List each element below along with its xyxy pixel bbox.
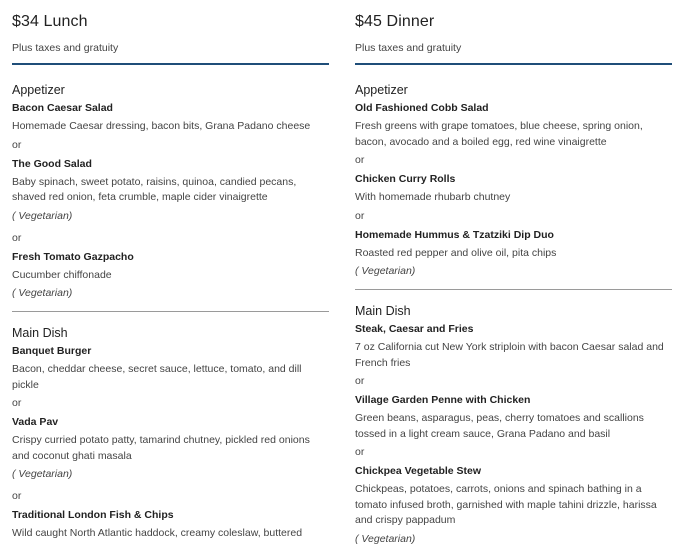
menu-item-description: Roasted red pepper and olive oil, pita chips [355, 246, 557, 259]
or-separator: or [12, 231, 22, 244]
menu-item-name: Steak, Caesar and Fries [355, 323, 474, 335]
menu-item-name: The Good Salad [12, 157, 92, 170]
menu-item-name: Fresh Tomato Gazpacho [12, 250, 134, 263]
or-separator: or [355, 209, 365, 222]
vegetarian-tag: ( Vegetarian) [12, 287, 73, 299]
menu-item-description: Crispy curried potato patty, tamarind chutney, pickled red onions and coconut ghati masala [12, 434, 310, 462]
menu-item-name: Bacon Caesar Salad [12, 102, 113, 114]
menu-item-description: Wild caught North Atlantic haddock, creamy coleslaw, buttered [12, 527, 303, 539]
section-divider [355, 289, 672, 290]
menu-item-description: Green beans, asparagus, peas, cherry tomatoes and scallions tossed in a light cream sauce, Grana Padano and basil [355, 412, 644, 440]
dinner-title: $45 Dinner [355, 13, 435, 30]
menu-item-description: Homemade Caesar dressing, bacon bits, Grana Padano cheese [12, 120, 311, 132]
or-separator: or [12, 397, 22, 409]
menu-item-description: Cucumber chiffonade [12, 268, 112, 281]
vegetarian-tag: ( Vegetarian) [12, 468, 73, 480]
dinner-subtitle: Plus taxes and gratuity [355, 42, 462, 54]
dinner-appetizer-heading: Appetizer [355, 83, 408, 97]
vegetarian-tag: ( Vegetarian) [355, 532, 416, 545]
lunch-menu [12, 0, 329, 545]
menu-item-name: Vada Pav [12, 416, 59, 428]
or-separator: or [12, 490, 22, 502]
menu-item-name: Homemade Hummus & Tzatziki Dip Duo [355, 228, 554, 241]
or-separator: or [355, 375, 365, 387]
menu-item-description: Baby spinach, sweet potato, raisins, quinoa, candied pecans, shaved red onion, feta crumble, maple cider vinaigrette [12, 175, 297, 203]
vegetarian-tag: ( Vegetarian) [355, 265, 416, 277]
dinner-main-heading: Main Dish [355, 304, 411, 318]
lunch-subtitle: Plus taxes and gratuity [12, 42, 119, 54]
menu-item-description: 7 oz California cut New York striploin with bacon Caesar salad and French fries [355, 341, 664, 369]
menu-item-name: Old Fashioned Cobb Salad [355, 102, 489, 114]
menu-item-name: Banquet Burger [12, 345, 92, 357]
dinner-menu [355, 0, 672, 550]
menu-item-name: Chicken Curry Rolls [355, 173, 456, 185]
menu-item-description: Bacon, cheddar cheese, secret sauce, lettuce, tomato, and dill pickle [12, 363, 302, 391]
or-separator: or [12, 138, 22, 151]
lunch-main-heading: Main Dish [12, 326, 68, 340]
menu-item-name: Village Garden Penne with Chicken [355, 394, 531, 406]
menu-item-description: Fresh greens with grape tomatoes, blue cheese, spring onion, bacon, avocado and a boiled egg, red wine vinaigrette [355, 120, 643, 148]
menu-item-description: Chickpeas, potatoes, carrots, onions and spinach bathing in a tomato infused broth, garnished with maple tahini drizzle, harissa and crispy pappadum [355, 483, 657, 526]
vegetarian-tag: ( Vegetarian) [12, 209, 73, 222]
or-separator: or [355, 446, 365, 458]
section-divider [12, 311, 329, 312]
menu-item-name: Chickpea Vegetable Stew [355, 465, 482, 477]
lunch-title: $34 Lunch [12, 13, 88, 30]
dinner-title-divider [355, 63, 672, 65]
menu-item-description: With homemade rhubarb chutney [355, 191, 511, 203]
or-separator: or [355, 154, 365, 166]
lunch-appetizer-heading: Appetizer [12, 83, 65, 97]
menu-item-name: Traditional London Fish & Chips [12, 509, 174, 521]
lunch-title-divider [12, 63, 329, 65]
